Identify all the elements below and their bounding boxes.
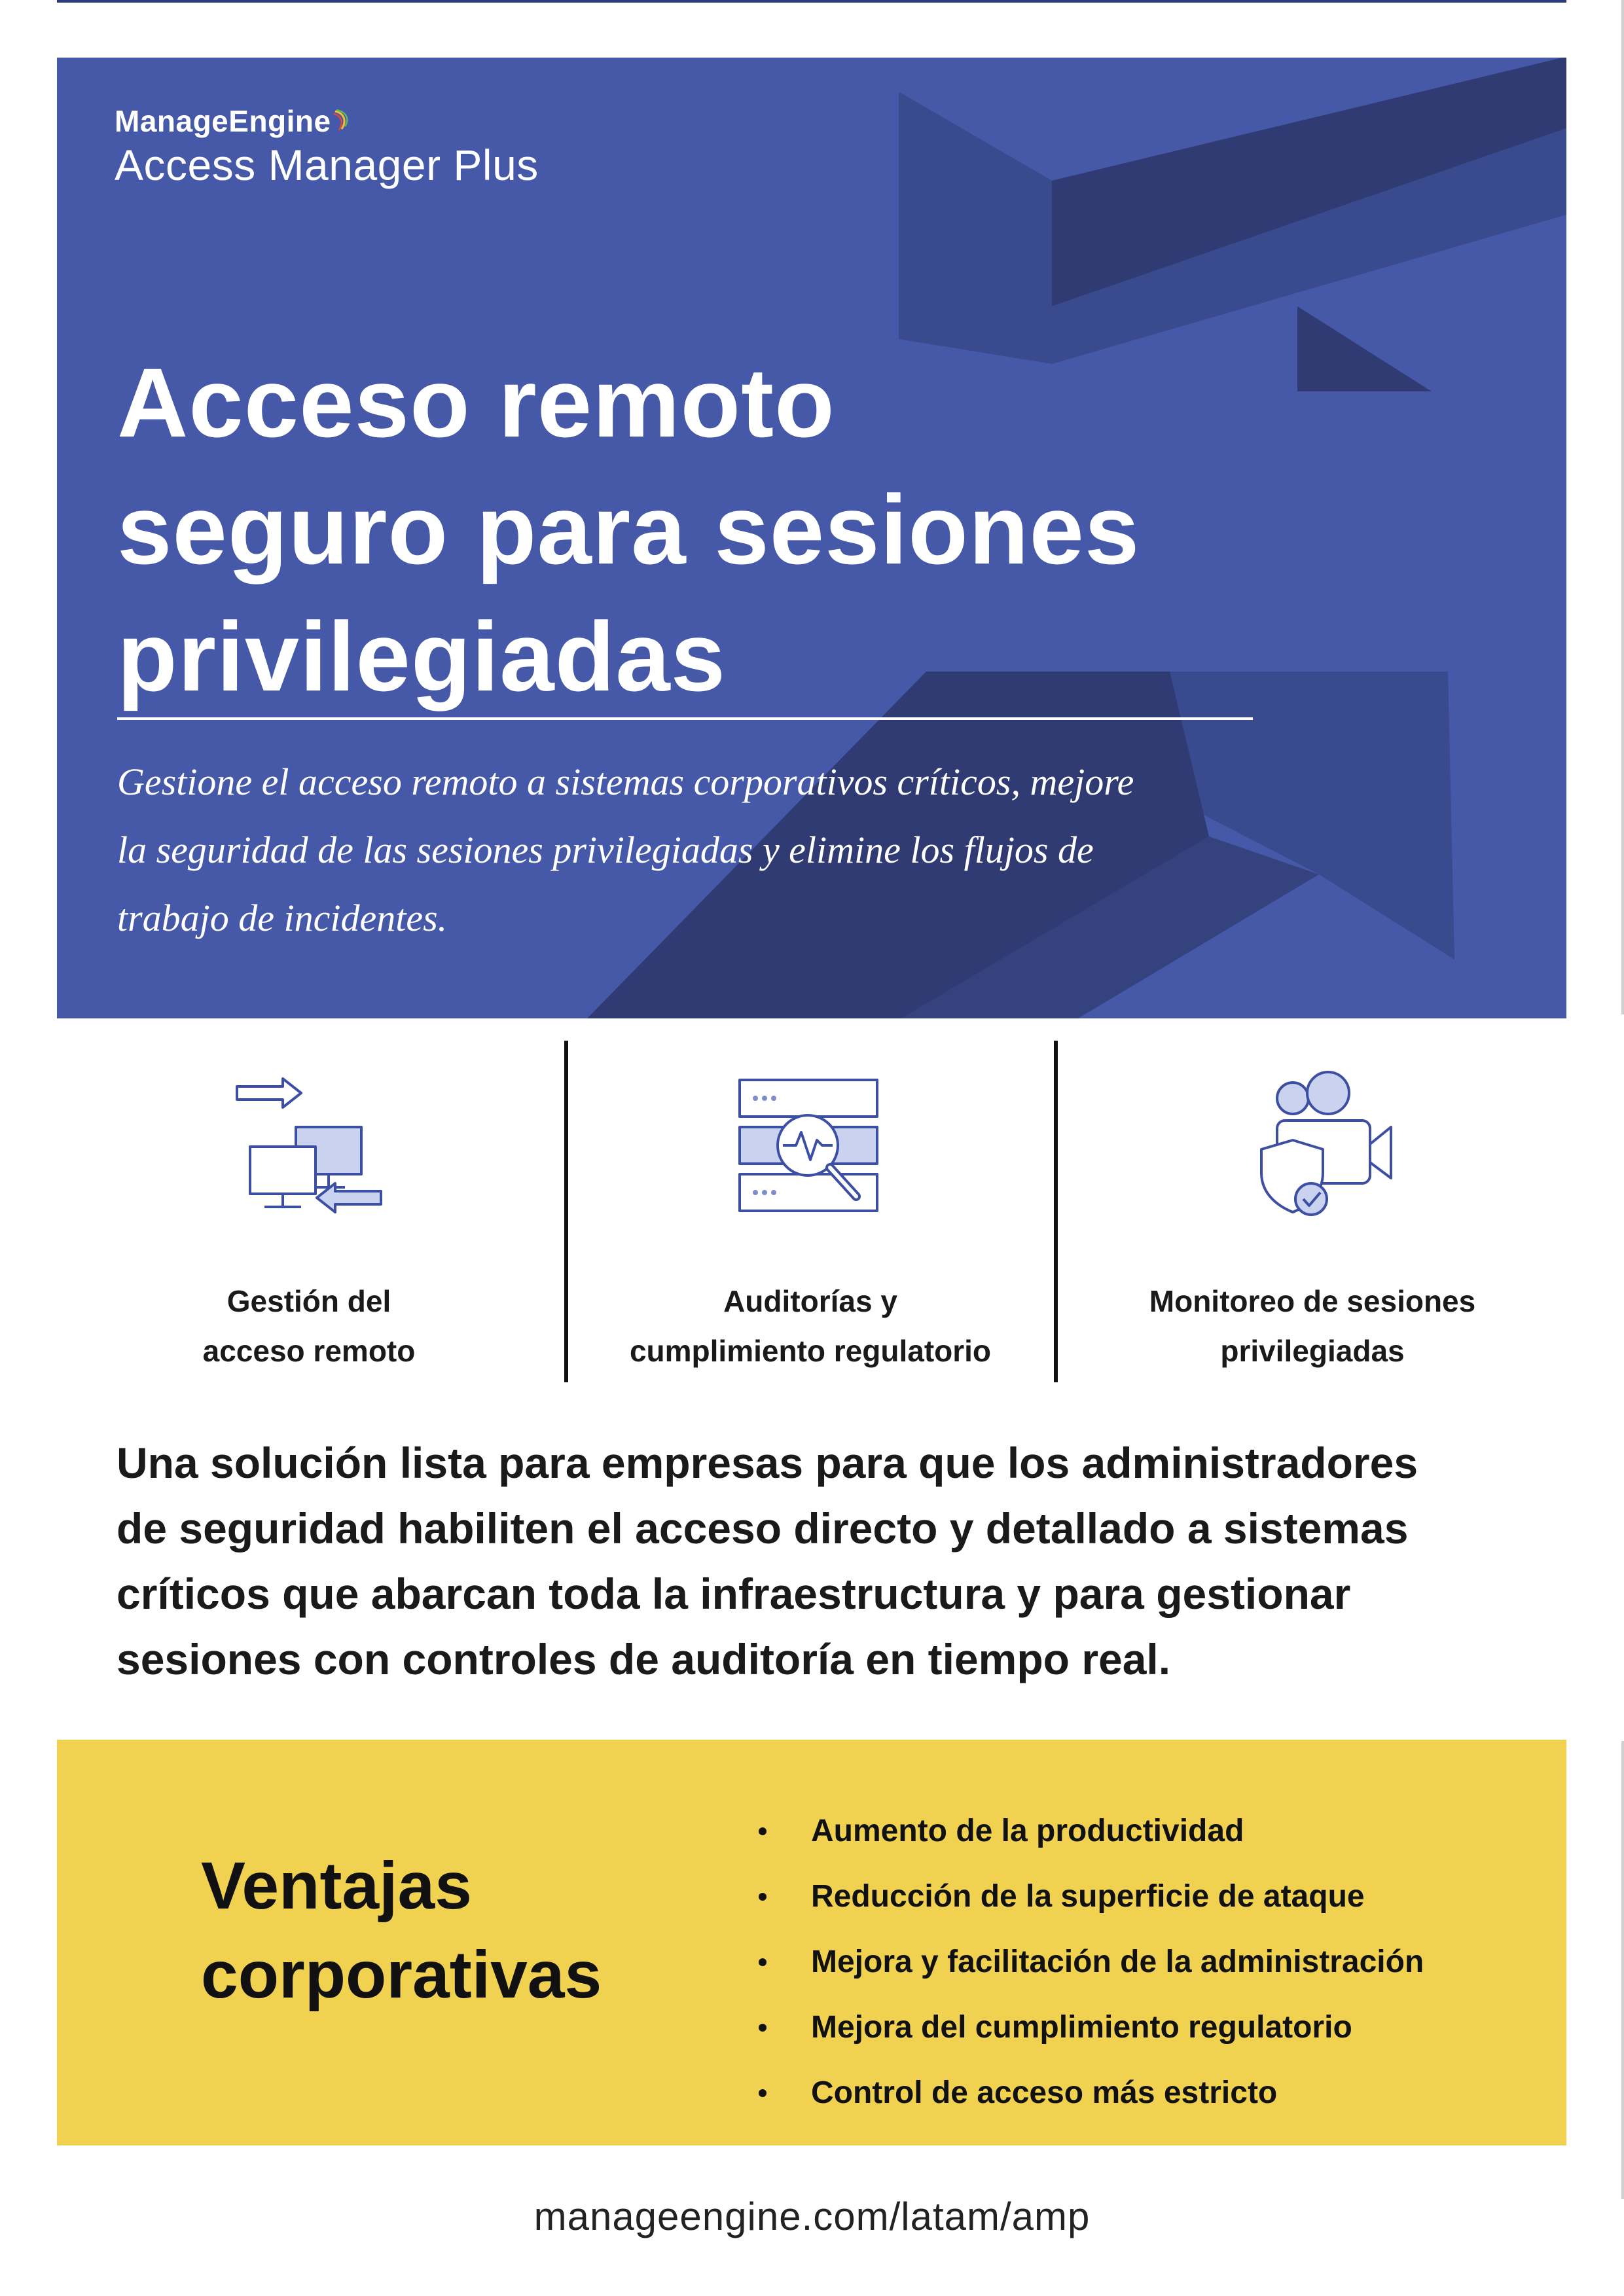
feature-label-line: cumplimiento regulatorio — [629, 1334, 992, 1368]
feature-label-line: Auditorías y — [723, 1284, 897, 1318]
feature-label-line: privilegiadas — [1220, 1334, 1405, 1368]
feature-divider — [1054, 1041, 1058, 1382]
benefit-text: Control de acceso más estricto — [811, 2075, 1278, 2110]
hero-shape — [1297, 306, 1432, 391]
subtitle-line: Gestione el acceso remoto a sistemas corporativos críticos, mejore — [117, 761, 1134, 803]
statement-line: de seguridad habiliten el acceso directo y detallado a sistemas — [117, 1504, 1409, 1552]
remote-access-icon — [224, 1067, 394, 1230]
brand-lockup — [115, 103, 539, 190]
benefit-item — [759, 1799, 1424, 1864]
benefit-item — [759, 2060, 1424, 2126]
benefit-text: Mejora del cumplimiento regulatorio — [811, 2010, 1352, 2045]
benefit-item — [759, 1929, 1424, 1995]
logo-swirl-icon — [333, 109, 350, 133]
hero-banner — [57, 58, 1566, 1018]
feature-label — [569, 1276, 1052, 1376]
page-edge-mark — [1621, 0, 1624, 1014]
benefits-title — [201, 1841, 602, 2019]
company-logo — [115, 103, 539, 139]
page-edge-mark — [1621, 1741, 1624, 2199]
company-name: ManageEngine — [115, 104, 331, 138]
subtitle-line: la seguridad de las sesiones privilegiadas y elimine los flujos de — [117, 829, 1094, 871]
footer-url-link[interactable]: manageengine.com/latam/amp — [533, 2195, 1091, 2238]
statement-line: sesiones con controles de auditoría en tiempo real. — [117, 1635, 1171, 1683]
feature-label-line: acceso remoto — [202, 1334, 416, 1368]
benefit-item — [759, 1995, 1424, 2060]
title-underline — [117, 717, 1253, 720]
bullet-icon — [759, 1827, 767, 1835]
benefit-item — [759, 1864, 1424, 1929]
statement-line: críticos que abarcan toda la infraestructura y para gestionar — [117, 1570, 1351, 1618]
feature-label-line: Monitoreo de sesiones — [1149, 1284, 1476, 1318]
audit-compliance-icon — [725, 1067, 895, 1230]
title-line: seguro para sesiones — [117, 475, 1140, 584]
product-name: Access Manager Plus — [115, 141, 539, 189]
feature-remote-access — [57, 1041, 561, 1384]
features-row — [57, 1041, 1566, 1384]
title-line: Acceso remoto — [117, 348, 835, 457]
feature-divider — [564, 1041, 568, 1382]
bullet-icon — [759, 1893, 767, 1901]
value-statement — [117, 1430, 1566, 1692]
feature-audit-compliance — [569, 1041, 1052, 1384]
hero-subtitle — [117, 748, 1295, 952]
benefit-text: Reducción de la superficie de ataque — [811, 1879, 1365, 1914]
feature-label — [57, 1276, 561, 1376]
benefits-title-line: Ventajas — [201, 1848, 472, 1923]
benefits-box — [57, 1740, 1566, 2145]
feature-label-line: Gestión del — [226, 1284, 391, 1318]
bullet-icon — [759, 2089, 767, 2097]
title-line: privilegiadas — [117, 601, 727, 711]
bullet-icon — [759, 2024, 767, 2032]
statement-line: Una solución lista para empresas para que los administradores — [117, 1439, 1418, 1487]
subtitle-line: trabajo de incidentes. — [117, 897, 448, 939]
benefit-text: Aumento de la productividad — [811, 1814, 1244, 1848]
page-title — [117, 339, 1295, 720]
bullet-icon — [759, 1958, 767, 1966]
top-rule — [57, 0, 1566, 3]
feature-session-monitoring — [1058, 1041, 1566, 1384]
hero-shape — [899, 92, 1052, 364]
feature-label — [1058, 1276, 1566, 1376]
benefits-title-line: corporativas — [201, 1937, 602, 2012]
benefits-list — [759, 1799, 1424, 2126]
session-monitoring-icon — [1227, 1067, 1398, 1230]
benefit-text: Mejora y facilitación de la administración — [811, 1945, 1424, 1979]
